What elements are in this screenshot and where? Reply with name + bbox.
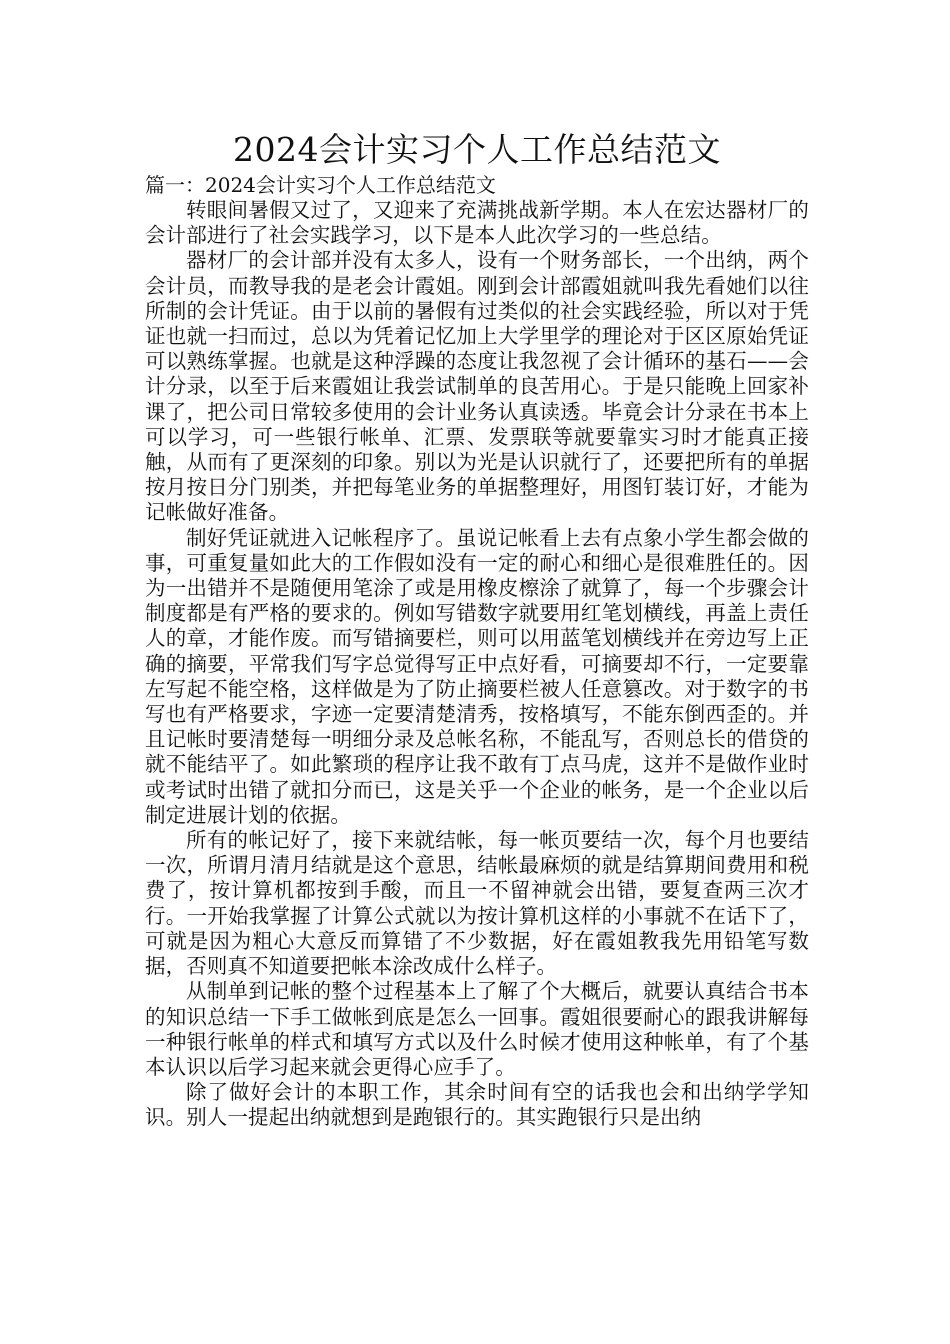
paragraph-1: 转眼间暑假又过了，又迎来了充满挑战新学期。本人在宏达器材厂的会计部进行了社会实践学习，以下是本人此次学习的一些总结。 (145, 198, 809, 248)
paragraph-3: 制好凭证就进入记帐程序了。虽说记帐看上去有点象小学生都会做的事，可重复量如此大的工作假如没有一定的耐心和细心是很难胜任的。因为一出错并不是随便用笔涂了或是用橡皮檫涂了就算了，每一个步骤会计制度都是有严格的要求的。例如写错数字就要用红笔划横线，再盖上责任人的章，才能作废。而写错摘要栏，则可以用蓝笔划横线并在旁边写上正确的摘要，平常我们写字总觉得写正中点好看，可摘要却不行，一定要靠左写起不能空格，这样做是为了防止摘要栏被人任意篡改。对于数字的书写也有严格要求，字迹一定要清楚清秀，按格填写，不能东倒西歪的。并且记帐时要清楚每一明细分录及总帐名称，不能乱写，否则总长的借贷的就不能结平了。如此繁琐的程序让我不敢有丁点马虎，这并不是做作业时或考试时出错了就扣分而已，这是关乎一个企业的帐务，是一个企业以后制定进展计划的依据。 (145, 525, 809, 827)
paragraph-5: 从制单到记帐的整个过程基本上了解了个大概后，就要认真结合书本的知识总结一下手工做帐到底是怎么一回事。霞姐很要耐心的跟我讲解每一种银行帐单的样式和填写方式以及什么时候才使用这种帐单，有了个基本认识以后学习起来就会更得心应手了。 (145, 979, 809, 1079)
paragraph-6: 除了做好会计的本职工作，其余时间有空的话我也会和出纳学学知识。别人一提起出纳就想到是跑银行的。其实跑银行只是出纳 (145, 1080, 809, 1130)
section-subtitle: 篇一：2024会计实习个人工作总结范文 (145, 173, 496, 197)
document-title: 2024会计实习个人工作总结范文 (233, 130, 721, 169)
paragraph-4: 所有的帐记好了，接下来就结帐，每一帐页要结一次，每个月也要结一次，所谓月清月结就是这个意思，结帐最麻烦的就是结算期间费用和税费了，按计算机都按到手酸，而且一不留神就会出错，要复查两三次才行。一开始我掌握了计算公式就以为按计算机这样的小事就不在话下了，可就是因为粗心大意反而算错了不少数据，好在霞姐教我先用铅笔写数据，否则真不知道要把帐本涂改成什么样子。 (145, 828, 809, 979)
paragraph-2: 器材厂的会计部并没有太多人，设有一个财务部长，一个出纳，两个会计员，而教导我的是老会计霞姐。刚到会计部霞姐就叫我先看她们以往所制的会计凭证。由于以前的暑假有过类似的社会实践经验，所以对于凭证也就一扫而过，总以为凭着记忆加上大学里学的理论对于区区原始凭证可以熟练掌握。也就是这种浮躁的态度让我忽视了会计循环的基石——会计分录，以至于后来霞姐让我尝试制单的良苦用心。于是只能晚上回家补课了，把公司日常较多使用的会计业务认真读透。毕竟会计分录在书本上可以学习，可一些银行帐单、汇票、发票联等就要靠实习时才能真正接触，从而有了更深刻的印象。别以为光是认识就行了，还要把所有的单据按月按日分门别类，并把每笔业务的单据整理好，用图钉装订好，才能为记帐做好准备。 (145, 248, 809, 525)
document-page (145, 128, 809, 1131)
